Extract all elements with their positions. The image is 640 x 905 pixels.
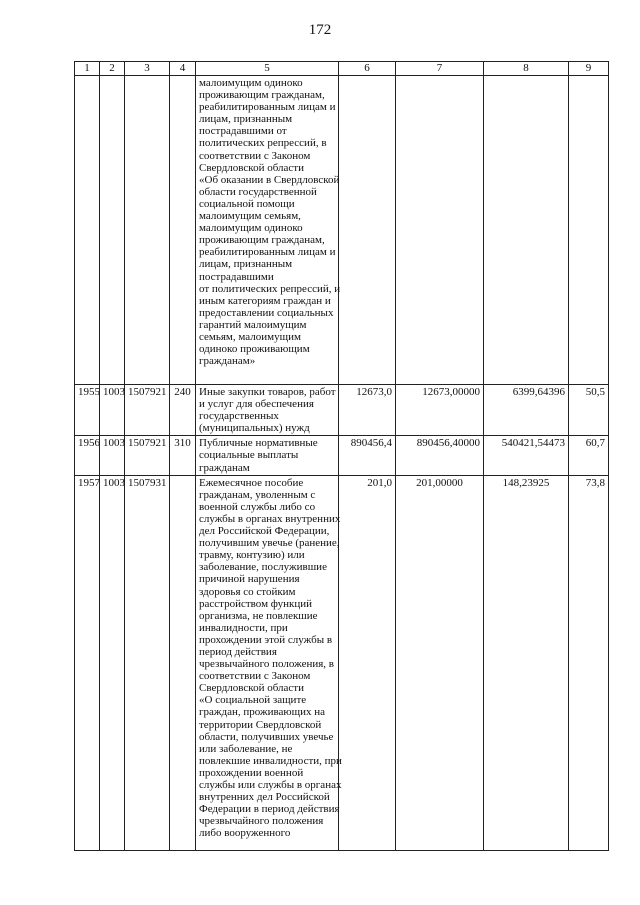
name-line: соответствии с Законом [199, 149, 311, 162]
name-line: государственных [199, 410, 279, 423]
name-line: иным категориям граждан и [199, 294, 331, 307]
name-line: заболевание, послужившие [199, 561, 327, 574]
name-line: проживающим гражданам, [199, 89, 325, 102]
name-line: (муниципальных) нужд [199, 422, 310, 435]
column-header: 1 [75, 62, 100, 76]
cell-empty [396, 76, 484, 385]
cell-empty [100, 76, 125, 385]
cell-executed: 540421,54473 [484, 436, 569, 475]
name-line: реабилитированным лицам и [199, 101, 336, 114]
name-line: причиной нарушения [199, 573, 300, 586]
cell-name [196, 436, 339, 475]
name-line: чрезвычайного положения [199, 815, 324, 828]
name-line: области государственной [199, 185, 317, 198]
name-line: территории Свердловской [199, 718, 322, 731]
name-line: гражданам, уволенным с [199, 488, 316, 501]
cell-plan: 890456,4 [339, 436, 396, 475]
name-line: социальные выплаты [199, 449, 299, 462]
column-header: 8 [484, 62, 569, 76]
name-line: Ежемесячное пособие [199, 476, 304, 489]
name-line: либо вооруженного [199, 827, 291, 840]
name-line: области, получивших увечье [199, 730, 334, 743]
cell-percent: 73,8 [569, 475, 609, 850]
cell-section: 1003 [100, 436, 125, 475]
name-line: травму, контузию) или [199, 549, 305, 562]
cell-empty [569, 76, 609, 385]
cell-empty [484, 76, 569, 385]
table-header [75, 62, 609, 76]
name-line: внутренних дел Российской [199, 791, 330, 804]
cell-name [196, 76, 339, 385]
cell-empty [75, 76, 100, 385]
name-line: получившим увечье (ранение, [199, 537, 340, 550]
cell-row-number: 1957 [75, 475, 100, 850]
header-row [75, 62, 609, 76]
name-line: проживающим гражданам, [199, 234, 325, 247]
name-line: дел Российской Федерации, [199, 525, 330, 538]
table-row [75, 436, 609, 475]
cell-target: 1507931 [125, 475, 170, 850]
name-line: службы в органах внутренних [199, 512, 341, 525]
name-line: пострадавшими [199, 270, 274, 283]
name-line: здоровья со стойким [199, 585, 296, 598]
cell-refined: 12673,00000 [396, 385, 484, 436]
cell-empty [339, 76, 396, 385]
cell-name [196, 385, 339, 436]
name-line: малоимущим семьям, [199, 210, 301, 223]
cell-row-number: 1955 [75, 385, 100, 436]
name-line: социальной помощи [199, 197, 295, 210]
column-header: 6 [339, 62, 396, 76]
name-line: семьям, малоимущим [199, 330, 301, 343]
name-line: политических репрессий, в [199, 137, 327, 150]
cell-empty [125, 76, 170, 385]
name-line: лицам, признанным [199, 258, 293, 271]
name-line: Иные закупки товаров, работ [199, 386, 336, 398]
cell-percent: 50,5 [569, 385, 609, 436]
table-row [75, 385, 609, 436]
name-line: лицам, признанным [199, 113, 293, 126]
name-line: гражданам [199, 461, 250, 474]
name-line: «О социальной защите [199, 694, 307, 707]
cell-kind: 310 [170, 436, 196, 475]
cell-target: 1507921 [125, 436, 170, 475]
page-number: 172 [308, 22, 332, 38]
cell-kind: 240 [170, 385, 196, 436]
cell-target: 1507921 [125, 385, 170, 436]
name-line: чрезвычайного положения, в [199, 658, 334, 671]
column-header: 5 [196, 62, 339, 76]
name-line: от политических репрессий, и [199, 282, 341, 295]
name-line: службы или службы в органах [199, 779, 342, 791]
name-line: малоимущим одиноко [199, 77, 303, 89]
cell-section: 1003 [100, 475, 125, 850]
name-line: военной службы либо со [199, 500, 316, 513]
cell-name [196, 475, 342, 850]
column-header: 3 [125, 62, 170, 76]
column-header: 2 [100, 62, 125, 76]
name-line: гарантий малоимущим [199, 318, 307, 331]
column-header: 7 [396, 62, 484, 76]
cell-plan: 12673,0 [339, 385, 396, 436]
name-line: гражданам» [199, 355, 256, 368]
name-line: прохождении военной [199, 766, 304, 779]
cell-section: 1003 [100, 385, 125, 436]
cell-kind [170, 475, 196, 850]
table-row [75, 475, 609, 850]
cell-percent: 60,7 [569, 436, 609, 475]
name-line: малоимущим одиноко [199, 222, 303, 235]
name-line: «Об оказании в Свердловской [199, 173, 340, 186]
name-line: Публичные нормативные [199, 437, 318, 450]
name-line: Федерации в период действия [199, 803, 340, 816]
cell-empty [170, 76, 196, 385]
name-line: расстройством функций [199, 597, 313, 610]
column-header: 9 [569, 62, 609, 76]
name-line: повлекшие инвалидности, при [199, 754, 342, 767]
table-row-continuation [75, 76, 609, 385]
name-line: предоставлении социальных [199, 306, 334, 319]
name-line: и услуг для обеспечения [199, 398, 314, 411]
name-line: пострадавшими от [199, 125, 287, 138]
cell-refined: 201,00000 [396, 475, 484, 850]
name-line: инвалидности, при [199, 621, 288, 634]
name-line: прохождении этой службы в [199, 633, 333, 646]
column-header: 4 [170, 62, 196, 76]
cell-executed: 6399,64396 [484, 385, 569, 436]
name-line: реабилитированным лицам и [199, 246, 336, 259]
name-line: организма, не повлекшие [199, 609, 318, 622]
name-line: Свердловской области [199, 161, 304, 174]
name-line: или заболевание, не [199, 742, 293, 755]
cell-plan: 201,0 [339, 475, 396, 850]
cell-executed: 148,23925 [484, 475, 569, 850]
name-line: соответствии с Законом [199, 670, 311, 683]
cell-row-number: 1956 [75, 436, 100, 475]
name-line: граждан, проживающих на [199, 706, 325, 719]
budget-table [74, 61, 609, 851]
name-line: одиноко проживающим [199, 343, 310, 356]
name-line: Свердловской области [199, 682, 304, 695]
name-line: период действия [199, 645, 277, 658]
cell-refined: 890456,40000 [396, 436, 484, 475]
